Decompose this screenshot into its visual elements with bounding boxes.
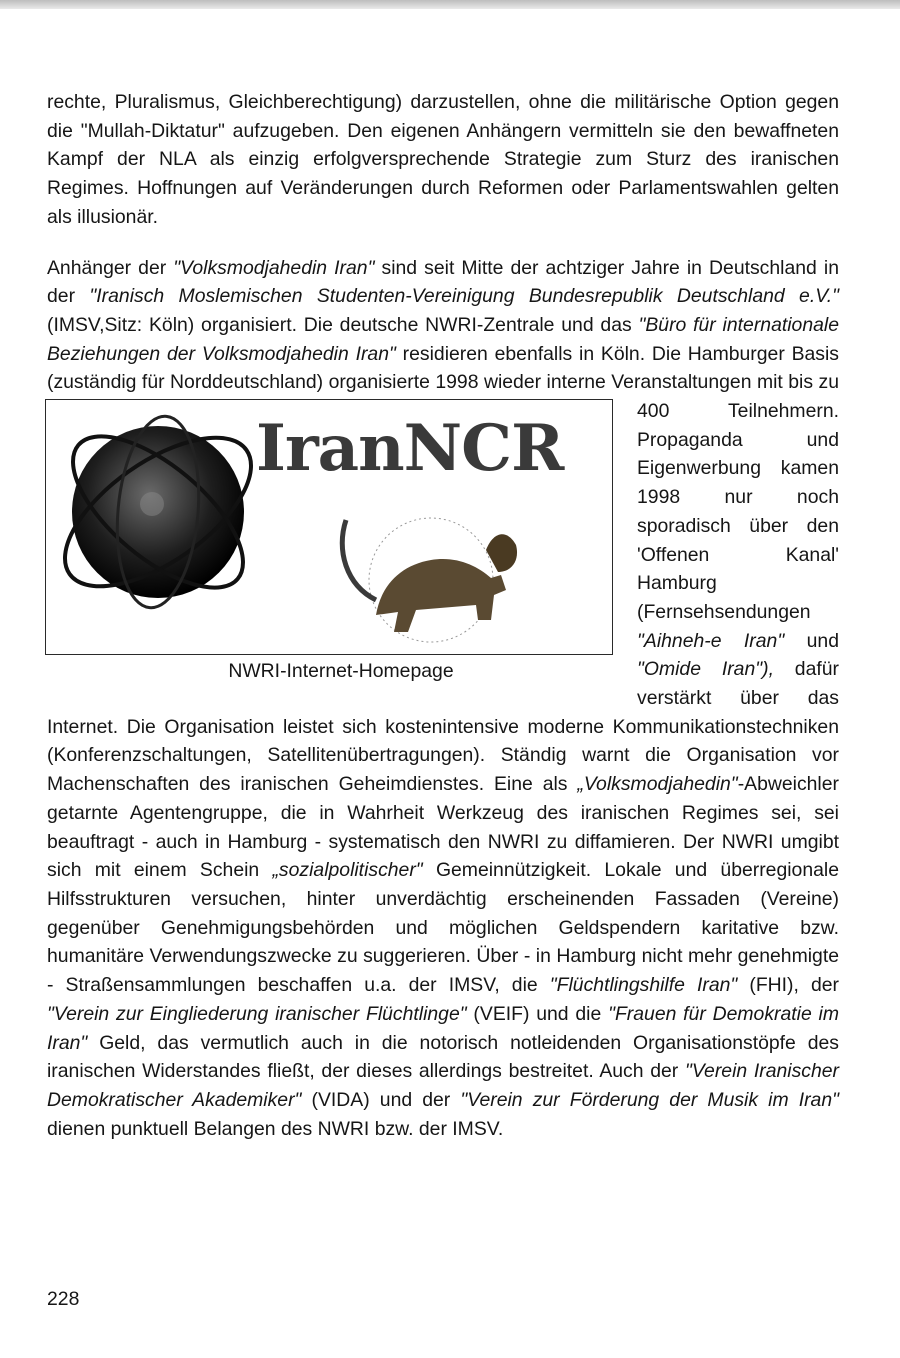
italic-run: "Verein zur Förderung der Musik im Iran" — [460, 1088, 840, 1111]
page-body — [47, 88, 839, 1143]
text-run: Anhänger der — [47, 256, 174, 279]
text-run: Gemeinnützigkeit. Lokale und überregionale Hilfsstrukturen versuchen, hinter unverdächtig erscheinenden Fassaden (Vereine) gegenüber Genehmigungsbehörden und möglichen Geldspendern karitative bzw. humanitäre Verwendungszwecke zu suggerieren. Über - in Hamburg nicht mehr genehmigte - Straßensammlungen beschaffen u.a. der IMSV, die — [47, 859, 839, 997]
text-run: dafür verstärkt über das Internet. Die Organisation leistet sich kostenintensive moderne Kommunikationstechniken (Konferenzschaltungen, Satellitenübertragungen). Ständig warnt die Organisation vor Machenschaften des iranischen Geheimdienstes. Eine als — [47, 658, 839, 796]
text-run: dienen punktuell Belangen des NWRI bzw. der IMSV. — [47, 1117, 504, 1140]
italic-run: "Frauen für Demokratie im Iran" — [47, 1002, 839, 1054]
page-number: 228 — [47, 1288, 80, 1310]
italic-run: "Flüchtlingshilfe Iran" — [549, 974, 738, 997]
italic-run: "Verein Iranischer Demokratischer Akademiker" — [47, 1060, 839, 1111]
text-run: sind seit Mitte der achtziger Jahre in Deutschland in der — [47, 256, 839, 308]
italic-run: „Volksmodjahedin" — [577, 773, 738, 796]
text-run: und — [784, 629, 839, 652]
text-run: Geld, das vermutlich auch in die notorisch notleidenden Organisationstöpfe des iranischen Widerstandes fließt, der dieses allerdings bestreitet. Auch der — [47, 1031, 839, 1083]
italic-run: "Volksmodjahedin Iran" — [173, 256, 375, 279]
text-run: (FHI), der — [737, 974, 839, 997]
paragraph-1: rechte, Pluralismus, Gleichberechtigung) darzustellen, ohne die militärische Option gegen die "Mullah-Diktatur" aufzugeben. Den eigenen Anhängern vermitteln sie den bewaffneten Kampf der NLA als einzig erfolgversprechende Strategie zum Sturz des iranischen Regimes. Hoffnungen auf Veränderungen durch Reformen oder Parlamentswahlen gelten als illusionär. — [47, 91, 839, 228]
italic-run: "Iranisch Moslemischen Studenten-Vereinigung Bundesrepublik Deutschland e.V." — [89, 285, 839, 308]
italic-run: „sozialpolitischer" — [272, 859, 423, 882]
iranncr-logo: IranNCR — [256, 411, 564, 487]
text-run: (IMSV,Sitz: Köln) organisiert. Die deutsche NWRI-Zentrale und das — [47, 313, 639, 336]
italic-run: "Verein zur Eingliederung iranischer Flüchtlinge" — [47, 1002, 467, 1025]
figure-caption: NWRI-Internet-Homepage — [228, 660, 454, 683]
text-run: tungen mit bis zu 400 Teilnehmern. Propaganda und Eigenwerbung kamen 1998 nur noch sporadisch über den 'Offenen Kanal' Hamburg (Fernsehsendungen — [637, 371, 840, 623]
paragraph-2 — [47, 254, 839, 1144]
text-run: (VEIF) und die — [466, 1002, 609, 1025]
text-run: residieren ebenfalls in Köln. Die Hamburger Basis (zuständig für Norddeutschland) organisierte 1998 wieder interne Veranstal — [47, 342, 839, 394]
lion-and-sun-emblem — [342, 518, 517, 642]
italic-run: "Omide Iran"), — [637, 658, 774, 681]
text-run: -Abweichler getarnte Agentengruppe, die in Wahrheit Werkzeug des iranischen Regimes sei, sei beauftragt - auch in Hamburg - systematisch den NWRI zu diffamieren. Der NWRI umgibt sich mit einem Schein — [47, 773, 839, 882]
italic-run: "Büro für internationale Beziehungen der Volksmodjahedin Iran" — [47, 313, 839, 365]
homepage-image — [45, 399, 613, 655]
figure-iranncr — [45, 397, 637, 685]
italic-run: "Aihneh-e Iran" — [637, 629, 785, 652]
scan-top-edge — [0, 0, 900, 9]
text-run: (VIDA) und der — [301, 1088, 461, 1111]
